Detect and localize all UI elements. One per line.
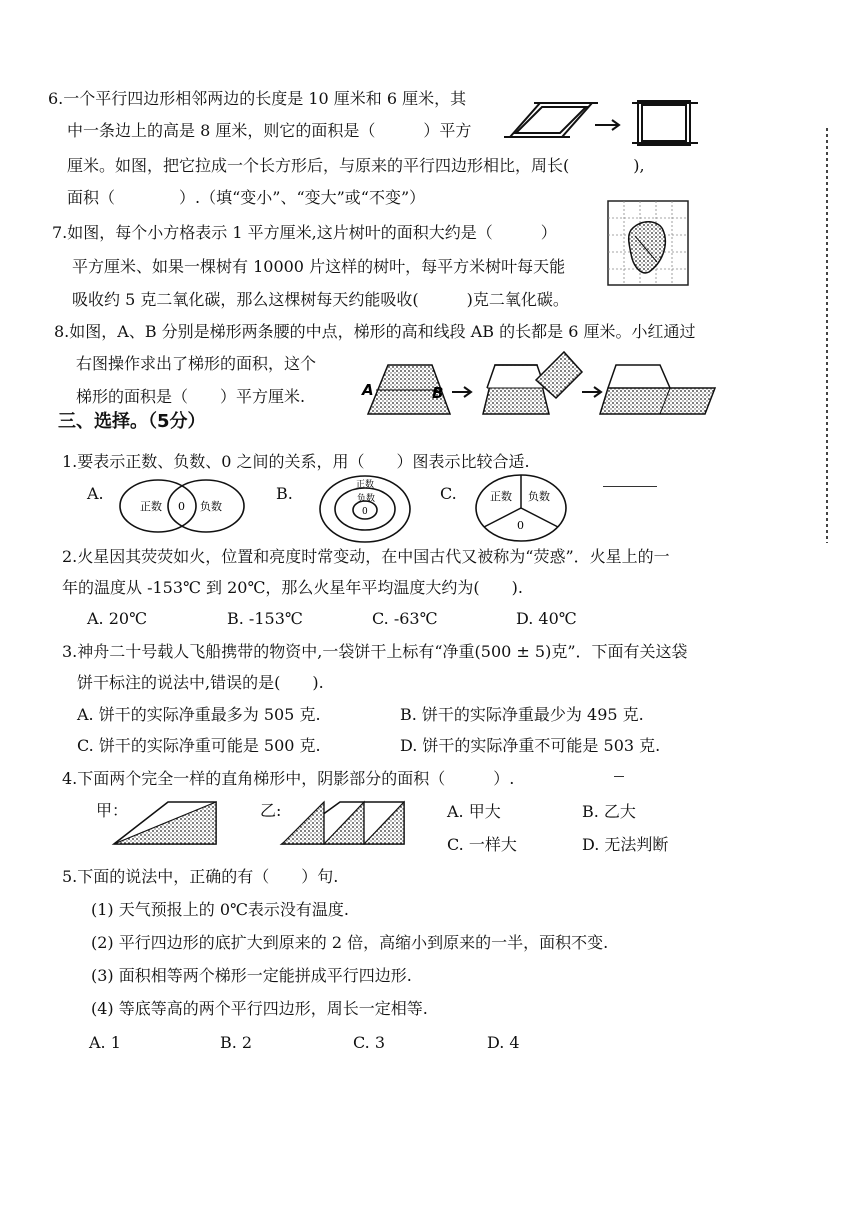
c2-option-a[interactable]: A. 20℃ (87, 609, 147, 628)
c5-option-c[interactable]: C. 3 (353, 1033, 386, 1052)
c4-trapezoid-jia (112, 798, 218, 848)
pie-zero-label: 0 (517, 519, 524, 532)
q8-line-1: 8.如图，A、B 分别是梯形两条腰的中点，梯形的高和线段 AB 的长都是 6 厘米。小红通过 (54, 322, 696, 341)
pie-negative-label: 负数 (528, 490, 550, 503)
c3-option-b[interactable]: B. 饼干的实际净重最少为 495 克. (400, 705, 644, 724)
c4-option-b[interactable]: B. 乙大 (582, 802, 636, 821)
venn-negative-label: 负数 (200, 500, 222, 513)
c4-stem: 4.下面两个完全一样的直角梯形中，阴影部分的面积（ ）. (62, 769, 515, 788)
q6-line-1: 6.一个平行四边形相邻两边的长度是 10 厘米和 6 厘米，其 (48, 89, 467, 108)
c5-statement-4: (4) 等底等高的两个平行四边形，周长一定相等. (91, 999, 428, 1018)
c1-option-c[interactable]: C. (440, 484, 457, 503)
q7-line-1: 7.如图，每个小方格表示 1 平方厘米,这片树叶的面积大约是（ ） (52, 223, 557, 242)
c3-line-2: 饼干标注的说法中,错误的是( ). (77, 673, 324, 692)
q8-line-3: 梯形的面积是（ ）平方厘米. (76, 387, 306, 406)
trapezoid-2 (483, 365, 549, 414)
c4-yi-label: 乙: (260, 801, 282, 820)
c3-option-a[interactable]: A. 饼干的实际净重最多为 505 克. (77, 705, 321, 724)
c4-jia-label: 甲： (96, 801, 129, 820)
c1-nested-circles-diagram (318, 472, 412, 544)
c1-pie-diagram (474, 473, 568, 543)
c5-statement-1: (1) 天气预报上的 0℃表示没有温度. (91, 900, 350, 919)
c3-option-c[interactable]: C. 饼干的实际净重可能是 500 克. (77, 736, 321, 755)
stray-mark (614, 776, 624, 777)
scan-edge-mark (826, 128, 828, 543)
q6-parallelogram-to-rectangle-figure (500, 95, 705, 155)
nested-negative-label: 负数 (357, 494, 376, 504)
arrow-icon (595, 120, 619, 130)
q7-leaf-grid-figure (607, 200, 689, 286)
trapezoid-3 (600, 365, 715, 414)
c2-option-d[interactable]: D. 40℃ (516, 609, 577, 628)
c5-statement-3: (3) 面积相等两个梯形一定能拼成平行四边形. (91, 966, 412, 985)
pie-positive-label: 正数 (490, 490, 512, 503)
c2-option-b[interactable]: B. -153℃ (227, 609, 303, 628)
c2-option-c[interactable]: C. -63℃ (372, 609, 438, 628)
q8-line-2: 右图操作求出了梯形的面积，这个 (76, 354, 317, 373)
q6-line-4: 面积（ ）.（填“变小”、“变大”或“不变”） (67, 188, 426, 207)
c4-option-a[interactable]: A. 甲大 (447, 802, 501, 821)
parallelogram-frame (504, 103, 598, 137)
c1-venn-diagram (118, 478, 248, 534)
q7-line-2: 平方厘米、如果一棵树有 10000 片这样的树叶，每平方米树叶每天能 (72, 257, 566, 276)
rectangle-frame (632, 101, 698, 145)
c1-stem: 1.要表示正数、负数、0 之间的关系，用（ ）图表示比较合适. (62, 452, 530, 471)
section-3-title: 三、选择。（5分） (58, 411, 206, 432)
c3-option-d[interactable]: D. 饼干的实际净重不可能是 503 克. (400, 736, 661, 755)
q7-line-3: 吸收约 5 克二氧化碳，那么这棵树每天约能吸收( )克二氧化碳。 (72, 290, 569, 309)
c5-option-b[interactable]: B. 2 (220, 1033, 253, 1052)
c5-option-d[interactable]: D. 4 (487, 1033, 520, 1052)
venn-zero-label: 0 (178, 500, 185, 513)
c2-line-2: 年的温度从 -153℃ 到 20℃，那么火星年平均温度大约为( ). (62, 578, 523, 597)
q8-trapezoid-cut-figure (360, 350, 725, 420)
c4-option-d[interactable]: D. 无法判断 (582, 835, 669, 854)
c1-option-b[interactable]: B. (276, 484, 293, 503)
c1-option-a[interactable]: A. (87, 484, 104, 503)
c3-line-1: 3.神舟二十号载人飞船携带的物资中,一袋饼干上标有“净重(500 ± 5)克”．下面有关这袋 (62, 642, 688, 661)
c5-statement-2: (2) 平行四边形的底扩大到原来的 2 倍，高缩小到原来的一半，面积不变. (91, 933, 609, 952)
nested-positive-label: 正数 (356, 480, 375, 490)
label-b: B (432, 384, 444, 402)
nested-zero-label: 0 (362, 507, 368, 517)
q6-line-2: 中一条边上的高是 8 厘米，则它的面积是（ ）平方 (67, 121, 472, 140)
c4-option-c[interactable]: C. 一样大 (447, 835, 517, 854)
c4-trapezoid-yi (280, 798, 406, 848)
q6-line-3: 厘米。如图，把它拉成一个长方形后，与原来的平行四边形相比，周长( ), (67, 156, 645, 175)
arrow-icon (452, 387, 471, 397)
c5-stem: 5.下面的说法中，正确的有（ ）句. (62, 867, 339, 886)
blank-answer-line (603, 486, 657, 487)
label-a: A (362, 381, 374, 399)
c2-line-1: 2.火星因其荧荧如火，位置和亮度时常变动，在中国古代又被称为“荧惑”．火星上的一 (62, 547, 670, 566)
venn-positive-label: 正数 (140, 500, 162, 513)
c5-option-a[interactable]: A. 1 (89, 1033, 121, 1052)
arrow-icon (582, 387, 601, 397)
